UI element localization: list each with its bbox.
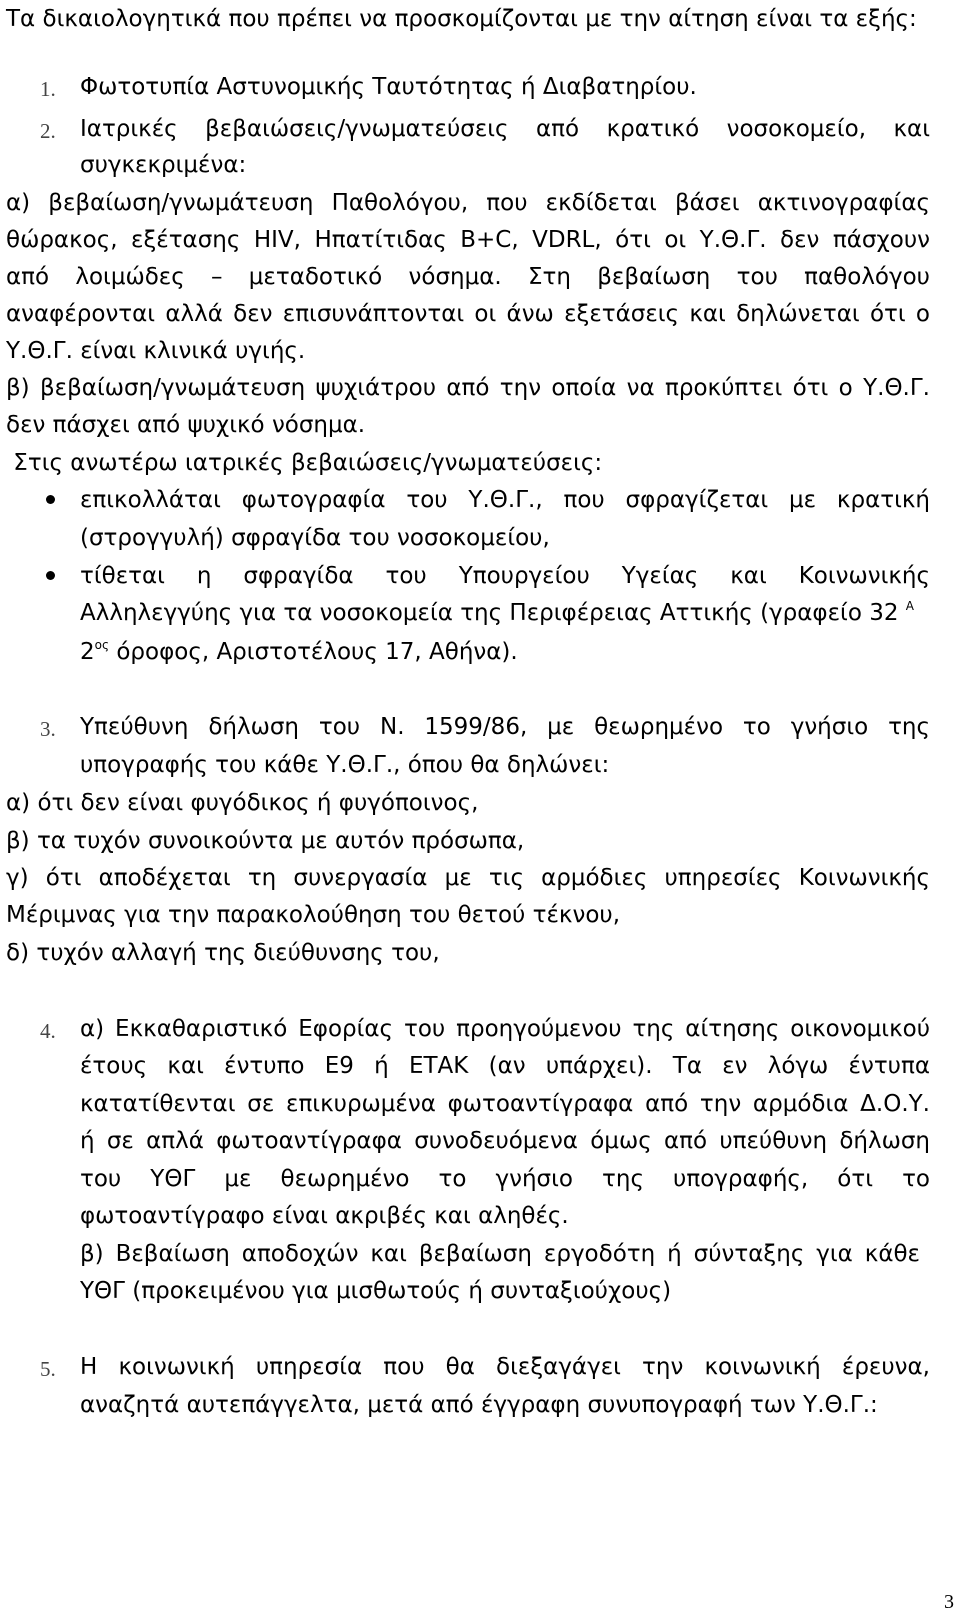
item-2-line: συγκεκριμένα: <box>80 152 247 178</box>
item-3-body-line: α) ότι δεν είναι φυγόδικος ή φυγόποινος, <box>6 790 479 816</box>
item-number: 4. <box>40 1019 56 1043</box>
item-4-line: α) Εκκαθαριστικό Εφορίας του προηγούμενου της αίτησης οικονομικού <box>80 1016 930 1042</box>
item-3-body-line: δ) τυχόν αλλαγή της διεύθυνσης του, <box>6 940 440 966</box>
superscript: ος <box>94 638 110 652</box>
intro-text: Τα δικαιολογητικά που πρέπει να προσκομίζονται με την αίτηση είναι τα εξής: <box>6 6 917 32</box>
item-3-body-line: β) τα τυχόν συνοικούντα με αυτόν πρόσωπα, <box>6 828 525 854</box>
item-3-body-line: γ) ότι αποδέχεται τη συνεργασία με τις αρμόδιες υπηρεσίες Κοινωνικής <box>6 865 930 891</box>
item-number: 1. <box>40 77 56 101</box>
item-number: 2. <box>40 119 56 143</box>
item-number: 5. <box>40 1357 56 1381</box>
item-2-body-line: Υ.Θ.Γ. είναι κλινικά υγιής. <box>6 338 306 364</box>
page-number: 3 <box>944 1591 954 1613</box>
item-2-body-line: θώρακος, εξέτασης HIV, Ηπατίτιδας Β+C, VDRL, ότι οι Υ.Θ.Γ. δεν πάσχουν <box>6 227 930 253</box>
bullet-2-line: Αλληλεγγύης για τα νοσοκομεία της Περιφέρειας Αττικής (γραφείο 32 $^A$ <box>80 599 914 626</box>
item-2-body-line: δεν πάσχει από ψυχικό νόσημα. <box>6 412 366 438</box>
bullet-1-line: επικολλάται φωτογραφία του Υ.Θ.Γ., που σφραγίζεται με κρατική <box>80 487 930 513</box>
item-2-body-line: από λοιμώδες – μεταδοτικό νόσημα. Στη βεβαίωση του παθολόγου <box>6 264 930 290</box>
bullet-2-line: $2^{o\varsigma}$ όροφος, Αριστοτέλους 17, Αθήνα). <box>80 638 518 665</box>
bullet-icon <box>46 495 55 504</box>
item-2-body-line: αναφέρονται αλλά δεν επισυνάπτονται οι άνω εξετάσεις και δηλώνεται ότι ο <box>6 301 930 327</box>
item-5-line: αναζητά αυτεπάγγελτα, μετά από έγγραφη συνυπογραφή των Υ.Θ.Γ.: <box>80 1392 878 1418</box>
item-4-line: έτους και έντυπο Ε9 ή ΕΤΑΚ (αν υπάρχει). Τα εν λόγω έντυπα <box>80 1053 930 1079</box>
bullet-icon <box>46 571 55 580</box>
item-3-line: Υπεύθυνη δήλωση του Ν. 1599/86, με θεωρημένο το γνήσιο της <box>80 714 930 740</box>
item-2-body-line: β) βεβαίωση/γνωμάτευση ψυχιάτρου από την οποία να προκύπτει ότι ο Υ.Θ.Γ. <box>6 375 930 401</box>
item-2-body-line: α) βεβαίωση/γνωμάτευση Παθολόγου, που εκδίδεται βάσει ακτινογραφίας <box>6 190 930 216</box>
item-4-line: β) Βεβαίωση αποδοχών και βεβαίωση εργοδότη ή σύνταξης για κάθε <box>80 1241 920 1267</box>
item-4-line: ή σε απλά φωτοαντίγραφα συνοδευόμενα όμως από υπεύθυνη δήλωση <box>80 1128 930 1154</box>
item-4-line: φωτοαντίγραφο είναι ακριβές και αληθές. <box>80 1203 569 1229</box>
item-4-line: ΥΘΓ (προκειμένου για μισθωτούς ή συνταξιούχους) <box>80 1278 672 1304</box>
item-4-line: του ΥΘΓ με θεωρημένο το γνήσιο της υπογραφής, ότι το <box>80 1166 930 1192</box>
bullet-1-line: (στρογγυλή) σφραγίδα του νοσοκομείου, <box>80 525 550 551</box>
item-5-line: Η κοινωνική υπηρεσία που θα διεξαγάγει την κοινωνική έρευνα, <box>80 1354 930 1380</box>
item-3-body-line: Μέριμνας για την παρακολούθηση του θετού τέκνου, <box>6 902 621 928</box>
item-2-body-line: Στις ανωτέρω ιατρικές βεβαιώσεις/γνωματεύσεις: <box>6 450 603 476</box>
item-number: 3. <box>40 717 56 741</box>
bullet-2-line: τίθεται η σφραγίδα του Υπουργείου Υγείας και Κοινωνικής <box>80 563 930 589</box>
item-1-text: Φωτοτυπία Αστυνομικής Ταυτότητας ή Διαβατηρίου. <box>80 74 697 100</box>
item-4-line: κατατίθενται σε επικυρωμένα φωτοαντίγραφα από την αρμόδια Δ.Ο.Υ. <box>80 1091 930 1117</box>
item-2-line: Ιατρικές βεβαιώσεις/γνωματεύσεις από κρατικό νοσοκομείο, και <box>80 116 930 142</box>
superscript: Α <box>905 599 914 613</box>
item-3-line: υπογραφής του κάθε Υ.Θ.Γ., όπου θα δηλώνει: <box>80 752 610 778</box>
